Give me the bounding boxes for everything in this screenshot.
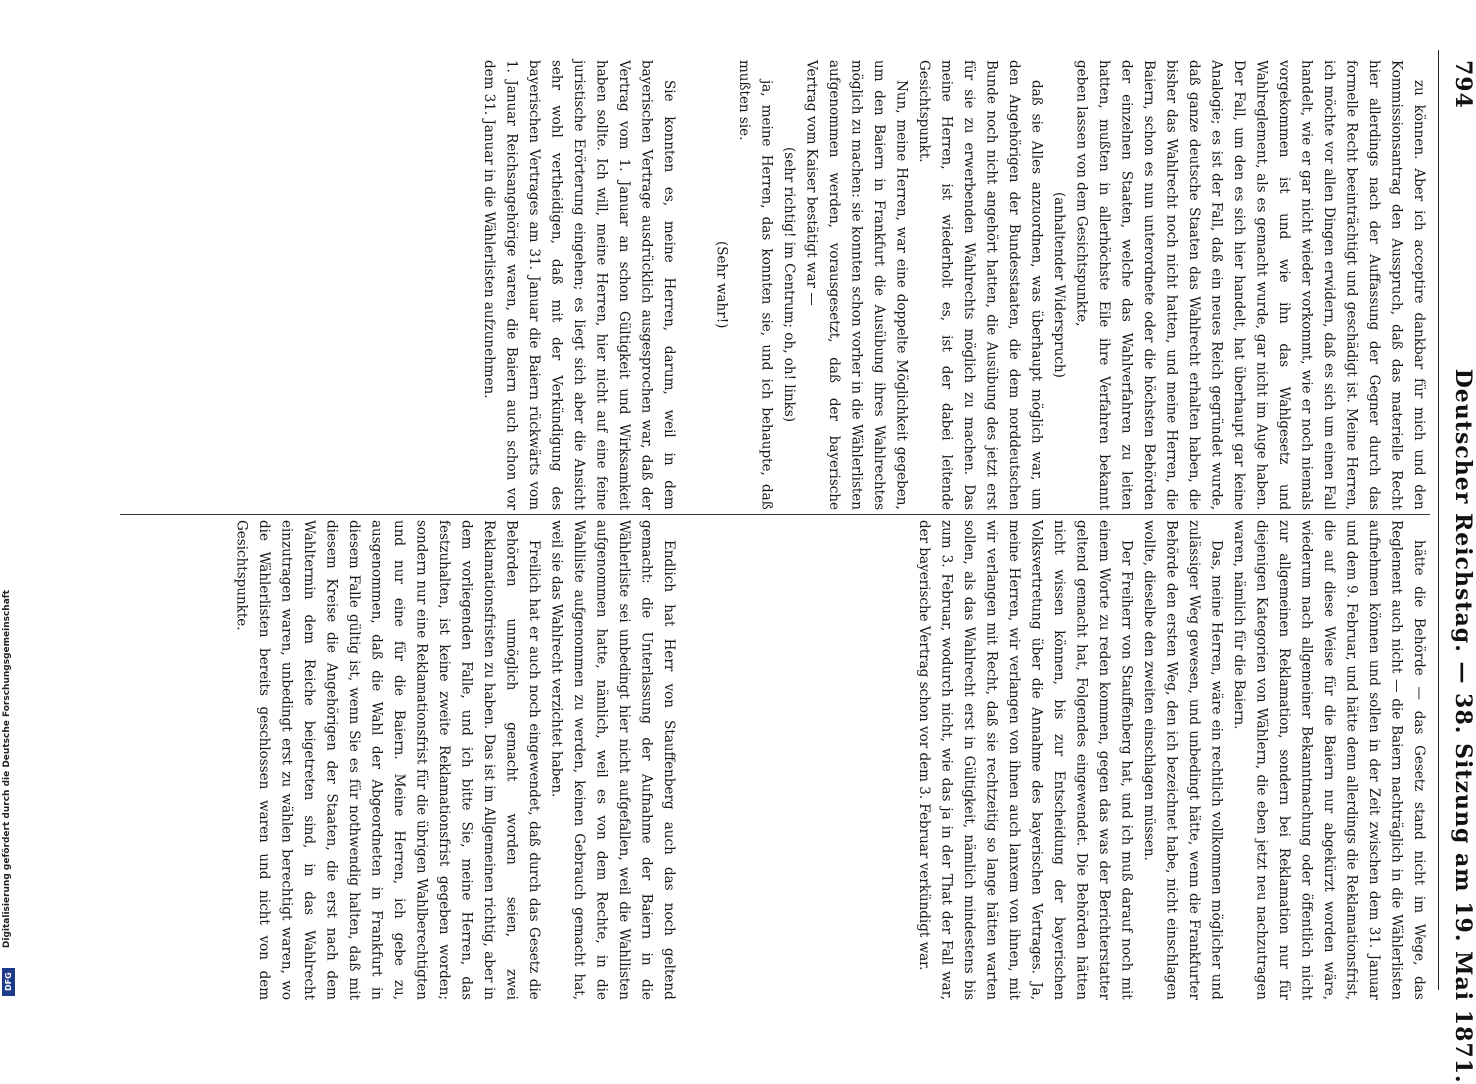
interjection: (anhaltender Widerspruch)	[1051, 192, 1067, 378]
paragraph: Nun, meine Herren, war eine doppelte Möglichkeit gegeben, um den Baiern in Frankfurt die Ausübung ihres Wahlrechtes möglich zu machen: sie konnten schon vorher in die Wählerlisten aufgenommen werden, vorausgesetzt, daß der bayerische Vertrag vom Kaiser bestätigt war —	[803, 60, 910, 510]
paragraph: Der Freiherr von Stauffenberg hat, und ich muß darauf noch mit einem Worte zu reden kommen, gegen das was der Berichterstatter geltend gemacht hat, Folgendes eingewendet. Die Behörden hätten nicht wissen können, bis zur Entscheidung der bayerischen Volksvertretung über die Annahme des bayerischen Vertrages. Ja, meine Herren, wir verlangen von ihnen auch lanxem von ihnen, mit wir verlangen mit Recht, daß sie rechtzeitig so lange hätten warten sollen, als das Wahlrecht erst in Gültigkeit, nämlich mindestens bis zum 3. Februar, wodurch nicht, wie das ja in der That der Fall war, der bayerische Vertrag schon vor dem 3. Februar verkündigt war.	[916, 520, 1135, 1000]
text-column-lower-right	[700, 520, 1430, 1000]
page-number: 794	[1450, 60, 1476, 109]
dfg-logo: DFG	[2, 968, 15, 996]
page-title: Deutscher Reichstag. — 38. Sitzung am 19. Mai 1871.	[1450, 368, 1476, 1084]
paragraph: Endlich hat Herr von Stauffenberg auch das noch geltend gemacht: die Unterlassung der Aufnahme der Baiern in die Wählerliste sei unbedingt hier nicht aufgefallen, weil die Wahllisten aufgenommen hatte, nämlich, weil es von dem Rechte, in die Wahlliste aufgenommen zu werden, keinen Gebrauch gemacht hat, weil sie das Wahlrecht verzichtet haben.	[548, 520, 677, 1000]
column-divider	[120, 514, 1430, 515]
paragraph: zu können. Aber ich acceptire dankbar für mich und den Kommissionsantrag den Ausspruch, daß das materielle Recht hier allerdings nach der Auffassung der Gegner durch das formelle Recht beeinträchtigt und geschädigt ist. Meine Herren, ich möchte vor allen Dingen erwidern, daß es sich um einen Fall handelt, wie er gar nicht wieder vorkommt, wie er noch niemals vorgekommen ist und wie ihn das Wahlgesetz und Wahlreglement, als es gemacht wurde, gar nicht im Auge haben. Der Fall, um den es sich hier handelt, hat überhaupt gar keine Analogie; es ist der Fall, daß ein neues Reich gegründet wurde, daß ganze deutsche Staaten das Wahlrecht erhalten haben, die bisher das Wahlrecht noch nicht hatten, und meine Herren, die Baiern, schon es nun unterordnete oder die höchsten Behörden der einzelnen Staaten, welche das Wahlverfahren zu leiten hatten, mußten in allerhöchste Eile ihre Verfahren bekannt geben lassen von dem Gesichtspunkte,	[1073, 60, 1427, 510]
paragraph: ja, meine Herren, das konnten sie, und ich behaupte, daß mußten sie.	[736, 60, 775, 510]
interjection: (sehr richtig! im Centrum; oh, oh! links)	[781, 147, 797, 423]
document-page	[60, 0, 1476, 1084]
paragraph: Sie konnten es, meine Herren, darum, weil in dem bayerischen Vertrage ausdrücklich ausgesprochen war, daß der Vertrag vom 1. Januar an schon Gültigkeit und Wirksamkeit haben sollte. Ich will, meine Herren, hier nicht auf eine feine juristische Erörterung eingehen; es liegt sich aber die Ansicht sehr wohl vertheidigen, daß mit der Verkündigung des bayerischen Vertrages am 31. Januar die Baiern rückwärts vom 1. Januar Reichsangehörige waren, die Baiern auch schon vor dem 31. Januar in die Wählerlisten aufzunehmen.	[481, 60, 677, 510]
digitization-note: Digitalisierung gefördert durch die Deutsche Forschungsgemeinschaft	[2, 590, 12, 949]
page-header	[1450, 60, 1476, 1084]
text-column-lower-left	[120, 520, 680, 1000]
paragraph: daß sie Alles anzuordnen, was überhaupt möglich war, um den Angehörigen der Bundesstaaten, die dem norddeutschen Bunde noch nicht angehört hatten, die Ausübung des jetzt erst für sie zu erwerbenden Wahlrechts möglich zu machen. Das meine Herren, ist wiederholt es, ist der dabei leitende Gesichtspunkt.	[916, 60, 1045, 510]
header-rule	[1438, 50, 1439, 990]
paragraph: Freilich hat er auch noch eingewendet, daß durch das Gesetz die Behörden unmöglich gemacht worden seien, zwei Reklamationsfristen zu haben. Das ist im Allgemeinen richtig, aber in dem vorliegenden Falle, und ich bitte Sie, meine Herren, das festzuhalten, ist keine zweite Reklamationsfrist gegeben worden; sondern nur eine Reklamationsfrist für die übrigen Wahlberechtigten und nur eine für die Baiern. Meine Herren, ich gebe zu, ausgenommen, daß die Wahl der Abgeordneten in Frankfurt in diesem Falle gültig ist, wenn Sie es für nothwendig halten, daß mit diesem Kreise die Angehörigen der Staaten, die erst nach dem Wahltermin dem Reiche beigetreten sind, in das Wahlrecht einzutragen waren, unbedingt erst zu wählen berechtigt waren, wo die Wählerlisten bereits geschlossen waren und nicht von dem Gesichtspunkte.	[233, 520, 542, 1000]
text-column-upper-right	[700, 60, 1430, 510]
interjection: (Sehr wahr!)	[713, 241, 730, 329]
paragraph: Das, meine Herren, wäre ein rechtlich vollkommen möglicher und zulässiger Weg gewesen, und unbedingt hätte, wenn die Frankfurter Behörde den ersten Weg, den ich bezeichnet habe, nicht einschlagen wollte, dieselbe den zweiten einschlagen müssen.	[1141, 520, 1225, 1000]
paragraph: hätte die Behörde — das Gesetz stand nicht im Wege, das Reglement auch nicht — die Baiern nachträglich in die Wählerlisten aufnehmen können und sollen in der Zeit zwischen dem 31. Januar und dem 9. Februar, und hätte denn allerdings die Reklamationsfrist, die auf diese Weise für die Baiern nur abgekürzt worden wäre, wiederum nach allgemeiner Bekanntmachung oder öffentlich nicht zur allgemeinen Reklamation, sondern bei Reklamation nur für diejenigen Kategorien von Wählern, die eben jetzt neu nachzutragen waren, nämlich für die Baiern.	[1231, 520, 1427, 1000]
text-column-upper-left	[120, 60, 680, 510]
